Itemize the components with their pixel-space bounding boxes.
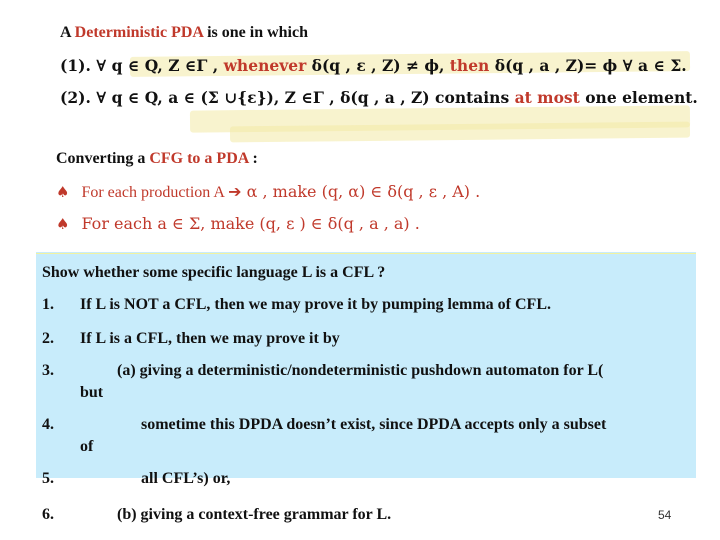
bullet-production-rule: ♠ For each production A ➔ α , make (q, α) ∈ δ(q , ε , A) . [56,182,481,201]
list-item-number: 5. [42,470,54,487]
list-item-text: (b) giving a context-free grammar for L. [117,506,392,523]
list-item-continuation: but [80,384,104,401]
list-item-number: 2. [42,330,54,347]
list-item-text: If L is a CFL, then we may prove it by [80,330,340,347]
dpda-definition-title: A Deterministic PDA is one in which [60,24,308,41]
list-item-number: 6. [42,506,54,523]
box-title: Show whether some specific language L is a CFL ? [42,264,386,281]
highlight-stroke [230,122,690,143]
spade-bullet-icon: ♠ [56,215,70,233]
bullet-terminal-rule: ♠ For each a ∈ Σ, make (q, ε ) ∈ δ(q , a , a) . [56,214,420,233]
spade-bullet-icon: ♠ [56,183,70,201]
dpda-condition-2: (2). ∀ q ∈ Q, a ∈ (Σ ∪{ε}), Z ∈Γ , δ(q , a , Z) contains at most one element. [60,88,698,107]
arrow-icon: ➔ [228,182,242,201]
cfg-to-pda-title: Converting a CFG to a PDA : [56,150,258,167]
list-item-number: 3. [42,362,54,379]
list-item-text: If L is NOT a CFL, then we may prove it by pumping lemma of CFL. [80,296,551,313]
list-item-continuation: of [80,438,94,455]
dpda-condition-1: (1). ∀ q ∈ Q, Z ∈Γ , whenever δ(q , ε , Z) ≠ ϕ, then δ(q , a , Z)= ϕ ∀ a ∈ Σ. [60,56,687,75]
page-number: 54 [658,508,672,522]
list-item-text: (a) giving a deterministic/nondeterministic pushdown automaton for L( [117,362,604,379]
list-item-text: sometime this DPDA doesn’t exist, since DPDA accepts only a subset [141,416,607,433]
list-item-number: 1. [42,296,54,313]
divider [36,253,696,254]
list-item-text: all CFL’s) or, [141,470,231,487]
list-item-number: 4. [42,416,54,433]
